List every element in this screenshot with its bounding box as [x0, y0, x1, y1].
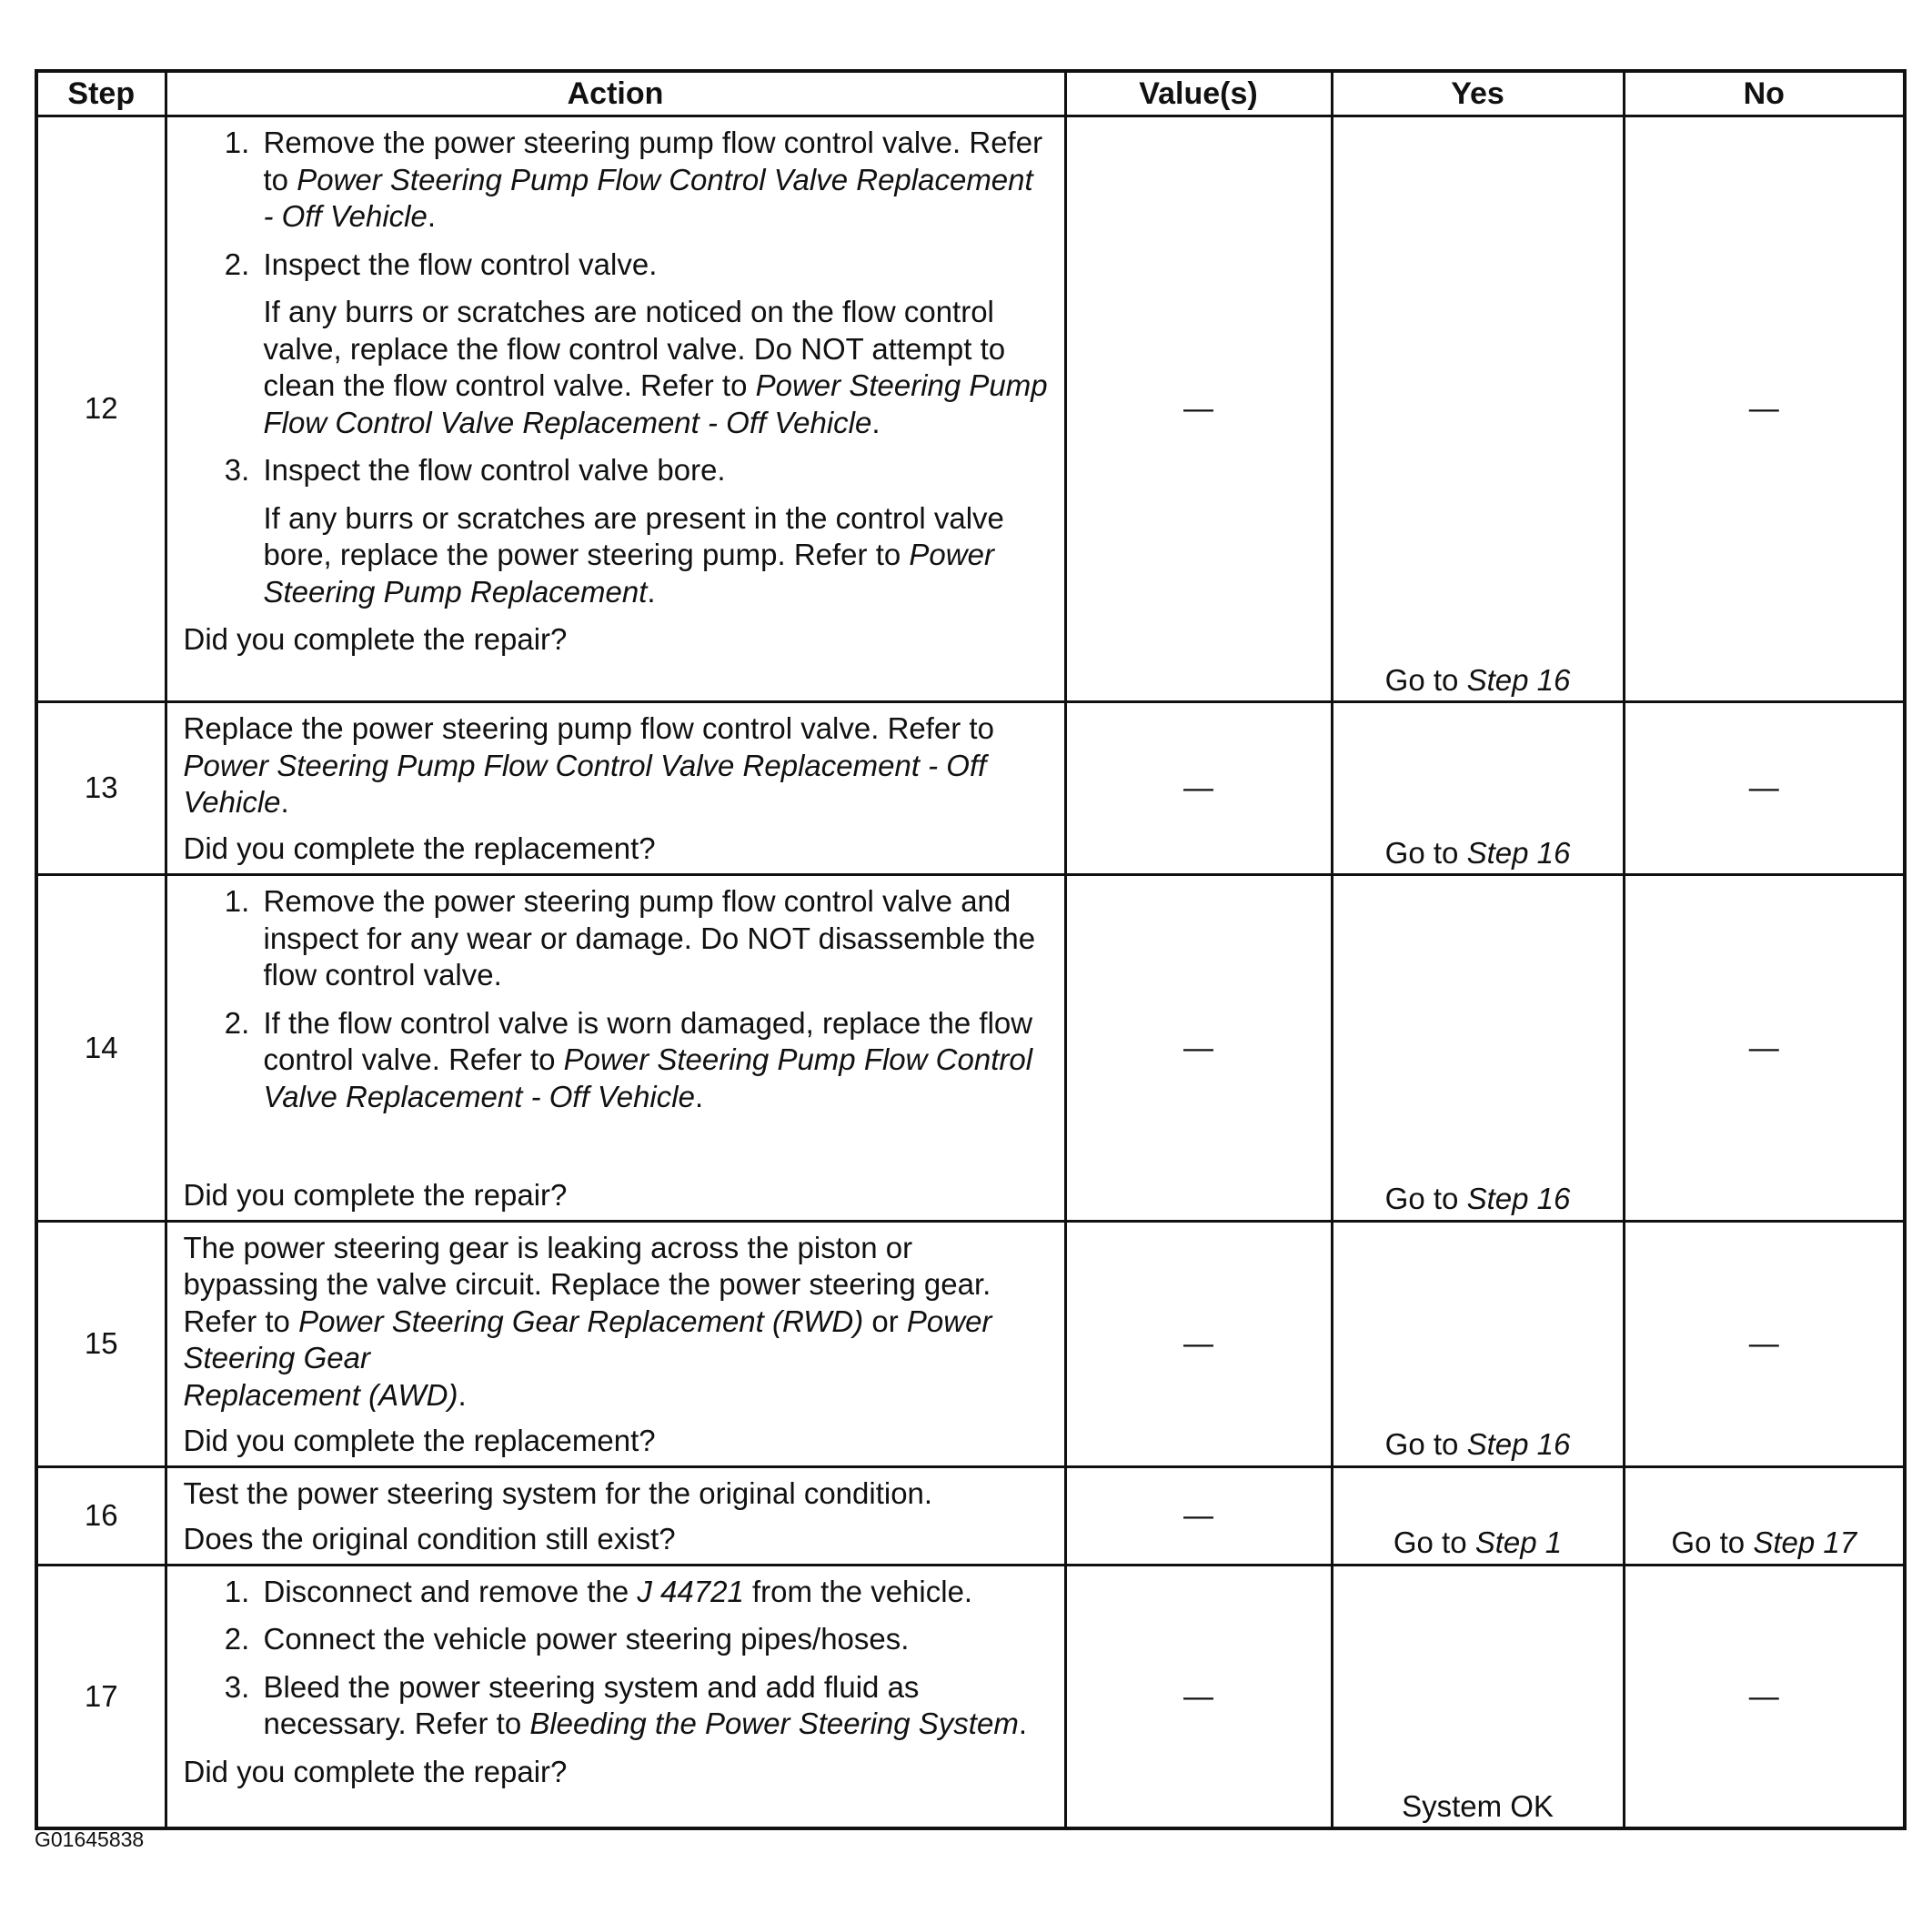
yes-cell: Go to Step 16: [1332, 116, 1624, 702]
header-action: Action: [166, 71, 1065, 116]
header-no: No: [1624, 71, 1905, 116]
table-row-step-17: [36, 1565, 1905, 1828]
value-cell: —: [1065, 1565, 1332, 1828]
step-link[interactable]: Step 16: [1466, 662, 1571, 697]
list-item-note: If any burrs or scratches are noticed on the flow control valve, replace the flow control valve. Do NOT attempt to clean the flow control valve. Refer to Power Steering Pump Flow Control Valve Replacement - Off Vehicle.: [263, 295, 1048, 439]
procedure-reference: Bleeding the Power Steering System: [529, 1707, 1019, 1740]
header-step: Step: [36, 71, 166, 116]
value-cell: —: [1065, 702, 1332, 875]
tool-reference: J 44721: [637, 1574, 744, 1608]
step-number: 13: [36, 702, 166, 875]
list-item: 3. Bleed the power steering system and add fluid as necessary. Refer to Bleeding the Power Steering System.: [258, 1669, 1050, 1743]
yes-cell: System OK: [1332, 1565, 1624, 1828]
step-number: 12: [36, 116, 166, 702]
action-cell: [166, 1466, 1065, 1565]
action-list: [184, 125, 1050, 610]
action-question: Did you complete the repair?: [183, 1178, 568, 1212]
no-cell: —: [1624, 1565, 1905, 1828]
header-row: [36, 71, 1905, 116]
step-link[interactable]: Step 17: [1753, 1525, 1857, 1559]
no-cell: Go to Step 17: [1624, 1466, 1905, 1565]
step-number: 15: [36, 1221, 166, 1466]
table-row-step-16: [36, 1466, 1905, 1565]
list-item: 2. Inspect the flow control valve. If any burrs or scratches are noticed on the flow control valve, replace the flow control valve. Do NOT attempt to clean the flow control valve. Refer to Power Steering Pump Flow Control Valve Replacement - Off Vehicle.: [258, 247, 1050, 442]
figure-id: G01645838: [35, 1827, 145, 1851]
step-number: 16: [36, 1466, 166, 1565]
value-cell: —: [1065, 116, 1332, 702]
list-item-note: If any burrs or scratches are present in the control valve bore, replace the power steering pump. Refer to Power Steering Pump Replacement.: [263, 500, 1004, 609]
procedure-reference: Power Steering Pump Flow Control Valve Replacement - Off Vehicle: [263, 368, 1048, 439]
list-item: 1. Remove the power steering pump flow control valve. Refer to Power Steering Pump Flow Control Valve Replacement - Off Vehicle.: [258, 125, 1050, 236]
table-row-step-15: [36, 1221, 1905, 1466]
value-cell: —: [1065, 1221, 1332, 1466]
procedure-reference: Power Steering Pump Flow Control Valve Replacement - Off Vehicle: [263, 1042, 1033, 1113]
action-cell: [166, 116, 1065, 702]
procedure-reference: Power Steering Pump Flow Control Valve Replacement - Off Vehicle: [263, 162, 1033, 233]
procedure-reference: Power Steering Gear Replacement (RWD): [298, 1304, 864, 1338]
value-cell: —: [1065, 875, 1332, 1222]
action-text: Replace the power steering pump flow control valve. Refer to Power Steering Pump Flow Control Valve Replacement - Off Vehicle.: [183, 711, 994, 819]
action-text: The power steering gear is leaking across the piston or bypassing the valve circuit. Replace the power steering gear. Refer to Power Steering Gear Replacement (RWD) or Power Steering Gear Replacement (AWD).: [183, 1230, 992, 1412]
list-item: 1. Disconnect and remove the J 44721 from the vehicle.: [258, 1574, 1050, 1611]
list-item: 2. Connect the vehicle power steering pipes/hoses.: [258, 1621, 1050, 1658]
step-number: 17: [36, 1565, 166, 1828]
procedure-reference: Replacement (AWD): [183, 1377, 458, 1412]
action-cell: [166, 702, 1065, 875]
action-question: Did you complete the repair?: [183, 622, 568, 656]
list-item: 2. If the flow control valve is worn damaged, replace the flow control valve. Refer to Power Steering Pump Flow Control Valve Replacement - Off Vehicle.: [258, 1005, 1050, 1116]
step-link[interactable]: Step 16: [1466, 1427, 1571, 1461]
step-number: 14: [36, 875, 166, 1222]
action-list: [184, 1574, 1050, 1743]
yes-cell: Go to Step 16: [1332, 875, 1624, 1222]
procedure-reference: Power Steering Gear: [183, 1304, 992, 1374]
list-item: 3. Inspect the flow control valve bore. If any burrs or scratches are present in the control valve bore, replace the power steering pump. Refer to Power Steering Pump Replacement.: [258, 452, 1050, 610]
table-row-step-12: [36, 116, 1905, 702]
action-text: Test the power steering system for the original condition.: [183, 1475, 933, 1510]
no-cell: —: [1624, 875, 1905, 1222]
procedure-reference: Power Steering Pump Replacement: [263, 538, 994, 609]
action-question: Does the original condition still exist?: [183, 1522, 676, 1556]
table-row-step-13: [36, 702, 1905, 875]
procedure-reference: Power Steering Pump Flow Control Valve Replacement - Off Vehicle: [183, 748, 987, 819]
header-yes: Yes: [1332, 71, 1624, 116]
no-cell: —: [1624, 702, 1905, 875]
yes-cell: Go to Step 16: [1332, 1221, 1624, 1466]
action-question: Did you complete the replacement?: [183, 1424, 656, 1457]
action-list: [184, 883, 1050, 1115]
step-link[interactable]: Step 16: [1466, 835, 1571, 870]
table-row-step-14: [36, 875, 1905, 1222]
action-cell: [166, 1221, 1065, 1466]
action-question: Did you complete the repair?: [183, 1754, 568, 1788]
step-link[interactable]: Step 16: [1466, 1182, 1571, 1215]
no-cell: —: [1624, 116, 1905, 702]
action-question: Did you complete the replacement?: [183, 831, 656, 865]
no-cell: —: [1624, 1221, 1905, 1466]
action-cell: [166, 1565, 1065, 1828]
yes-cell: Go to Step 1: [1332, 1466, 1624, 1565]
header-values: Value(s): [1065, 71, 1332, 116]
list-item: 1. Remove the power steering pump flow control valve and inspect for any wear or damage. Do NOT disassemble the flow control valve.: [258, 883, 1050, 994]
diagnostic-table: [35, 69, 1907, 1830]
action-cell: [166, 875, 1065, 1222]
step-link[interactable]: Step 1: [1474, 1525, 1563, 1559]
value-cell: —: [1065, 1466, 1332, 1565]
yes-cell: Go to Step 16: [1332, 702, 1624, 875]
